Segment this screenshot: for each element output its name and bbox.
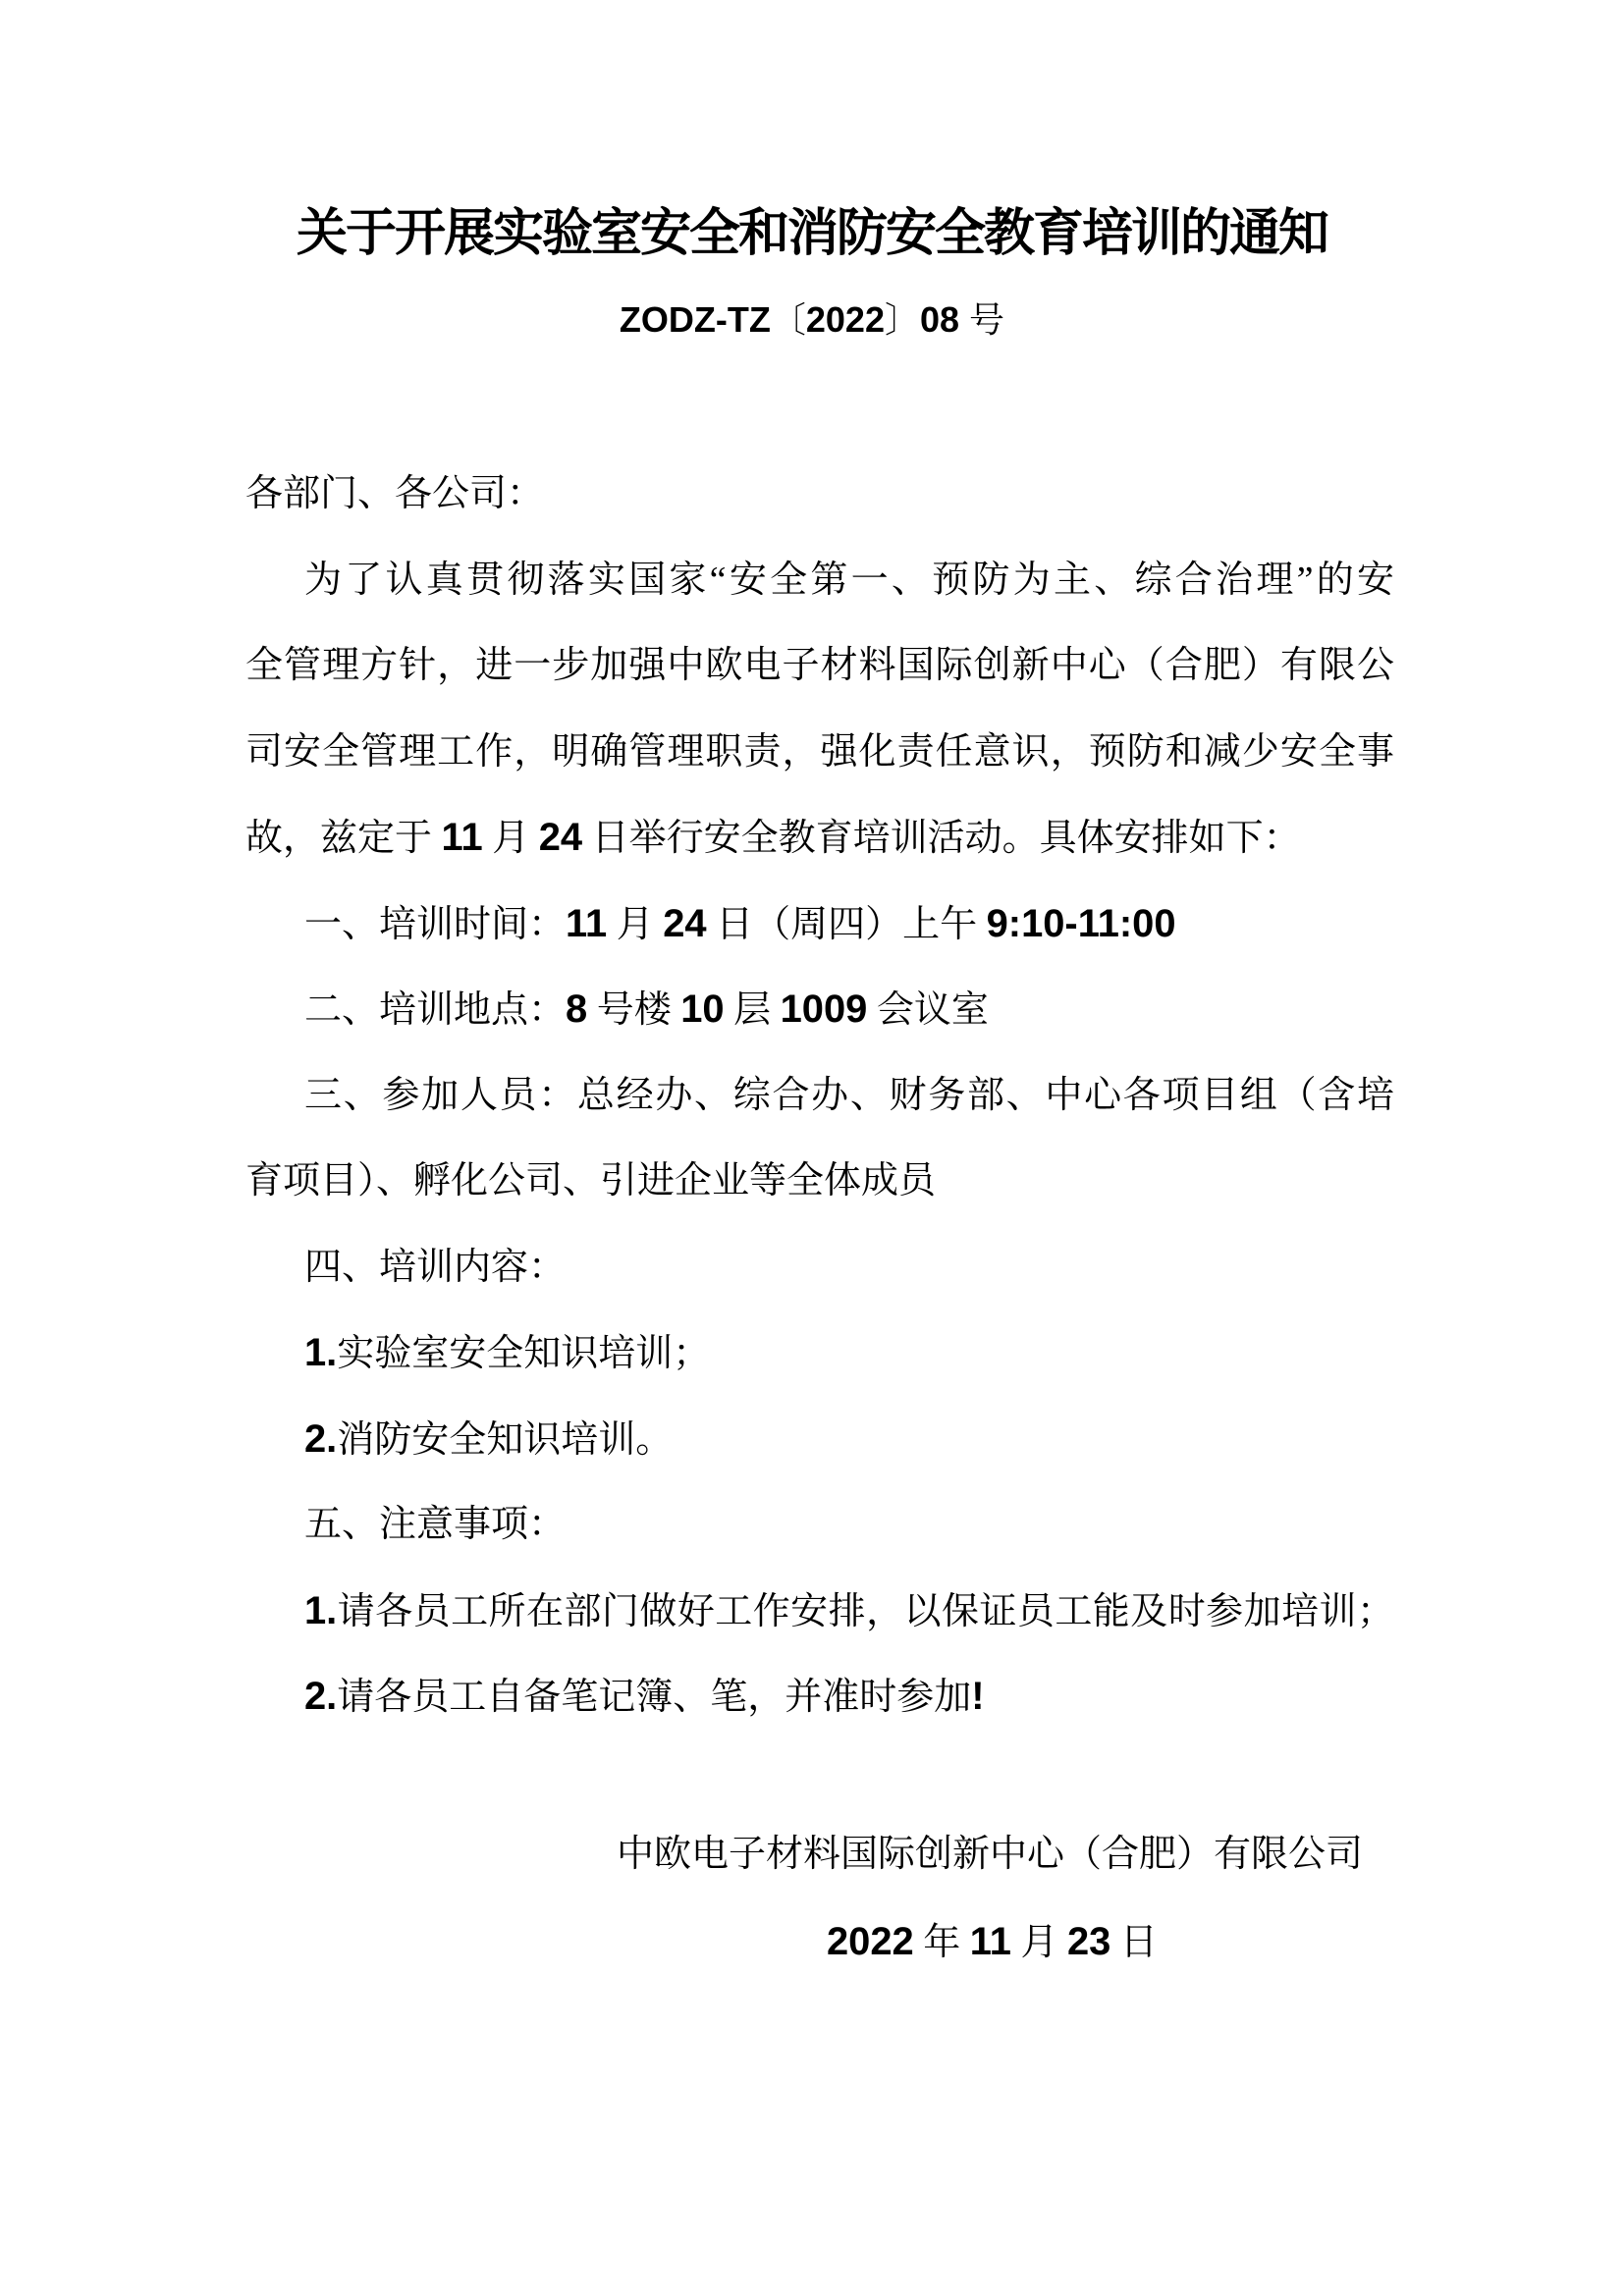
numeric-text: 23 [1066,1920,1111,1963]
cjk-text: 月 [1010,1922,1067,1963]
cjk-text: 月 [607,904,664,945]
cjk-text: 全管理方针，进一步加强中欧电子材料国际创新中心（合肥）有限公 [245,645,1394,686]
cjk-text: 中欧电子材料国际创新中心（合肥）有限公司 [617,1834,1364,1875]
numeric-text: 8 [566,988,588,1031]
numeric-text: 2022 [805,299,885,340]
body-line [245,1073,1394,1118]
cjk-text: 二、培训地点： [304,989,567,1031]
body-line [245,1502,566,1547]
cjk-text: 请各员工自备笔记簿、笔，并准时参加 [337,1677,972,1718]
notice-title: 关于开展实验室安全和消防安全教育培训的通知 [296,206,1327,262]
numeric-text: 9:10-11:00 [986,902,1176,945]
numeric-text: 2. [304,1417,338,1461]
cjk-text: 月 [482,818,539,859]
body-line [245,1588,1394,1634]
body-line [245,1158,936,1203]
cjk-text: 实验室安全知识培训； [337,1333,711,1374]
cjk-text: 〔 [770,300,806,340]
cjk-text: 〕 [884,300,920,340]
cjk-text: 层 [724,989,781,1031]
numeric-text: 1. [304,1589,338,1632]
numeric-text: 11 [969,1920,1011,1963]
cjk-text: 故，兹定于 [245,818,442,859]
cjk-text: 四、培训内容： [304,1247,567,1288]
cjk-text: 日 [1110,1922,1158,1963]
body-line [245,558,1394,603]
body-line [245,643,1394,688]
numeric-text: 2022 [827,1920,914,1963]
numeric-text: 08 [920,299,970,340]
cjk-text: 号楼 [587,989,681,1031]
cjk-text: 日举行安全教育培训活动。具体安排如下： [582,818,1301,859]
cjk-text: 三、参加人员：总经办、综合办、财务部、中心各项目组（含培 [304,1075,1394,1116]
cjk-text: 司安全管理工作，明确管理职责，强化责任意识，预防和减少安全事 [245,731,1394,773]
cjk-text: 请各员工所在部门做好工作安排，以保证员工能及时参加培训； [337,1591,1394,1632]
cjk-text: 为了认真贯彻落实国家“安全第一、预防为主、综合治理”的安 [304,560,1394,601]
body-line [245,1674,985,1720]
numeric-text: 2. [304,1675,338,1718]
cjk-text: 一、培训时间： [304,904,567,945]
numeric-text: 1009 [780,988,868,1031]
date-line [827,1919,1158,1965]
cjk-text: 会议室 [867,989,989,1031]
numeric-text: 24 [538,816,583,859]
numeric-text: 1. [304,1331,338,1374]
cjk-text: 日（周四）上午 [706,904,987,945]
body-line [245,1245,566,1290]
body-line [245,815,1301,861]
cjk-text: 五、注意事项： [304,1504,567,1545]
numeric-text: 11 [441,816,483,859]
doc-number [0,298,1624,342]
body-line [245,471,544,516]
cjk-text: 各部门、各公司： [245,473,545,514]
cjk-text: 号 [969,300,1005,340]
body-line [245,1330,710,1376]
numeric-text: 10 [680,988,725,1031]
body-line [245,729,1394,774]
cjk-text: 年 [913,1922,970,1963]
body-line [245,901,1176,947]
body-line [245,987,989,1033]
body-line [245,1416,673,1463]
cjk-text: 消防安全知识培训。 [337,1419,674,1461]
numeric-text: ! [971,1675,985,1718]
numeric-text: ZODZ-TZ [619,299,771,340]
numeric-text: 11 [566,902,608,945]
cjk-text: 育项目）、孵化公司、引进企业等全体成员 [245,1160,937,1201]
company-signature [617,1832,1363,1877]
numeric-text: 24 [663,902,707,945]
